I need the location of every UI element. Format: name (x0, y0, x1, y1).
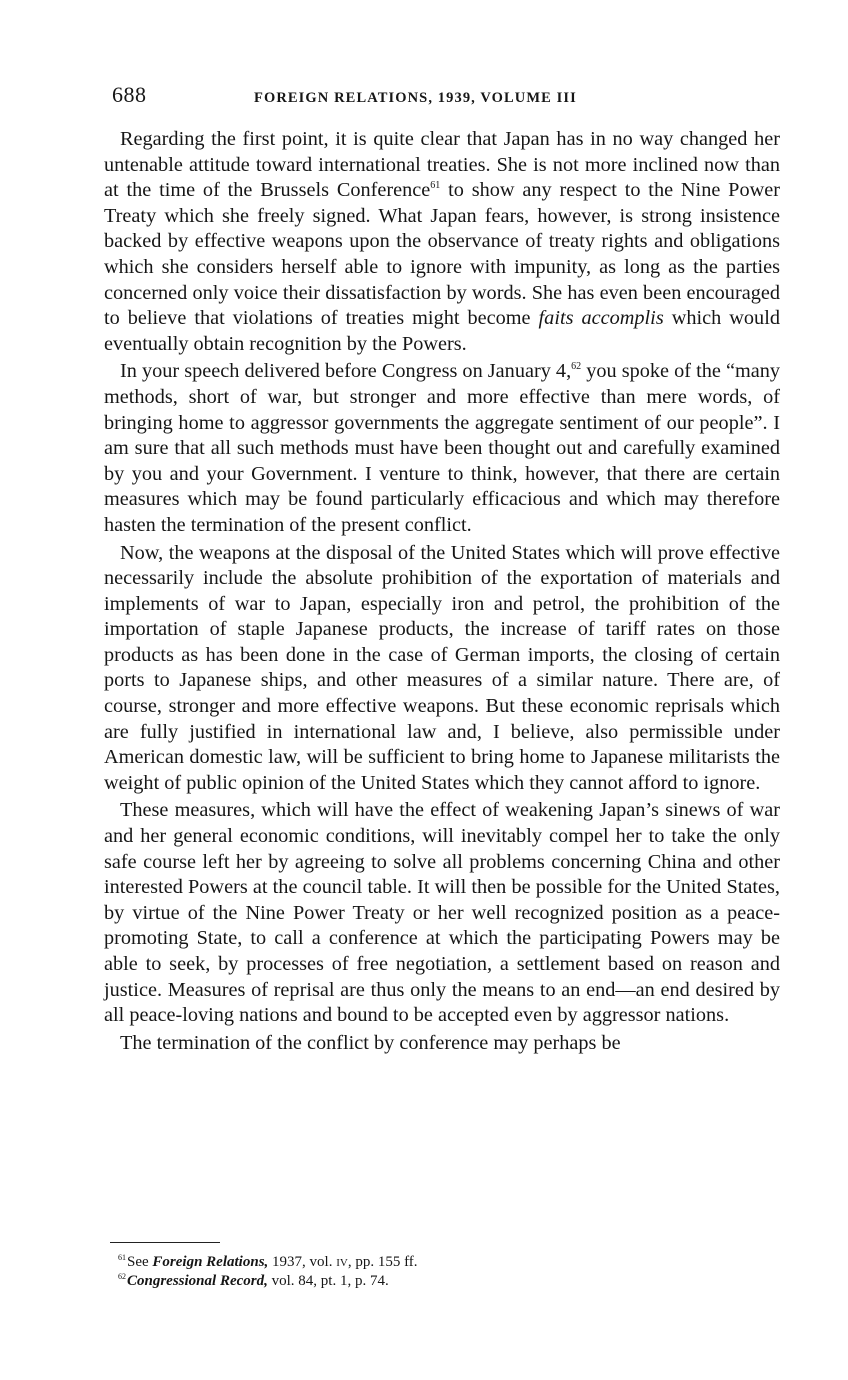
paragraph-1-text-b: to show any respect to the Nine Power Treaty which she freely signed. What Japan fears, however, is strong insistence backed by effective weapons upon the observance of treaty rights and obligations which she considers herself able to ignore with impunity, as long as the parties concerned only voice their dissatisfaction by words. She has even been encouraged to believe that violations of treaties might become (104, 179, 780, 330)
paragraph-1-text-a: Regarding the first point, it is quite clear that Japan has in no way changed her untenable attitude toward international treaties. She is not more inclined now than at the time of the Brussels Conference (104, 128, 780, 202)
footnote-ref-61: 61 (430, 180, 441, 192)
paragraph-2-text-b: you spoke of the “many methods, short of war, but stronger and more effective than mere words, of bringing home to aggressor governments the aggregate sentiment of our people”. I am sure that all such methods must have been thought out and carefully examined by you and your Government. I venture to think, however, that there are certain measures which may be found particularly efficacious and which may therefore hasten the termination of the present conflict. (104, 360, 781, 536)
footnote-text: See (127, 1254, 153, 1270)
paragraph-2-text-a: In your speech delivered before Congress on January 4, (120, 360, 572, 383)
footnote-ref-62: 62 (571, 361, 582, 373)
running-title: FOREIGN RELATIONS, 1939, VOLUME III (254, 90, 577, 106)
footnote-text: , pp. 155 ff. (347, 1254, 418, 1270)
footnote-text: 1937, vol. (268, 1254, 337, 1270)
footnote-text: vol. 84, pt. 1, p. 74. (267, 1273, 389, 1289)
footnote-source-title: Foreign Relations, (152, 1254, 269, 1270)
footnote-61 (118, 1253, 718, 1272)
body-text (104, 127, 780, 1058)
footnote-source-title: Congressional Record, (127, 1273, 268, 1289)
footnotes (118, 1253, 718, 1291)
footnote-62 (118, 1272, 718, 1291)
paragraph-5: The termination of the conflict by conference may perhaps be (120, 1031, 621, 1054)
footnote-marker: 61 (118, 1253, 126, 1262)
paragraph-3: Now, the weapons at the disposal of the United States which will prove effective necessarily include the absolute prohibition of the exportation of materials and implements of war to Japan, especially iron and petrol, the prohibition of the importation of staple Japanese products, the increase of tariff rates on those products as has been done in the case of German imports, the closing of certain ports to Japanese ships, and other measures of a similar nature. There are, of course, stronger and more effective weapons. But these economic reprisals which are fully justified in international law and, I believe, also permissible under American domestic law, will be sufficient to bring home to Japanese militarists the weight of public opinion of the United States which they cannot afford to ignore. (104, 541, 780, 794)
paragraph-4: These measures, which will have the effect of weakening Japan’s sinews of war and her general economic conditions, will inevitably compel her to take the only safe course left her by agreeing to solve all problems concerning China and other interested Powers at the council table. It will then be possible for the United States, by virtue of the Nine Power Treaty or her well recognized position as a peace-promoting State, to call a conference at which the participating Powers may be able to seek, by processes of free negotiation, a settlement based on reason and justice. Measures of reprisal are thus only the means to an end—an end desired by all peace-loving nations and bound to be accepted even by aggressor nations. (104, 799, 780, 1027)
footnote-marker: 62 (118, 1272, 126, 1281)
footnote-volume: iv (336, 1254, 348, 1270)
paragraph-2 (104, 359, 780, 538)
footnote-divider (110, 1242, 220, 1243)
paragraph-1 (104, 127, 780, 357)
page-number: 688 (112, 82, 147, 107)
italic-phrase: faits accomplis (538, 307, 664, 330)
paragraph-1-text-c: which would eventually obtain recognition by the Powers. (104, 307, 780, 355)
page-header (112, 82, 776, 116)
